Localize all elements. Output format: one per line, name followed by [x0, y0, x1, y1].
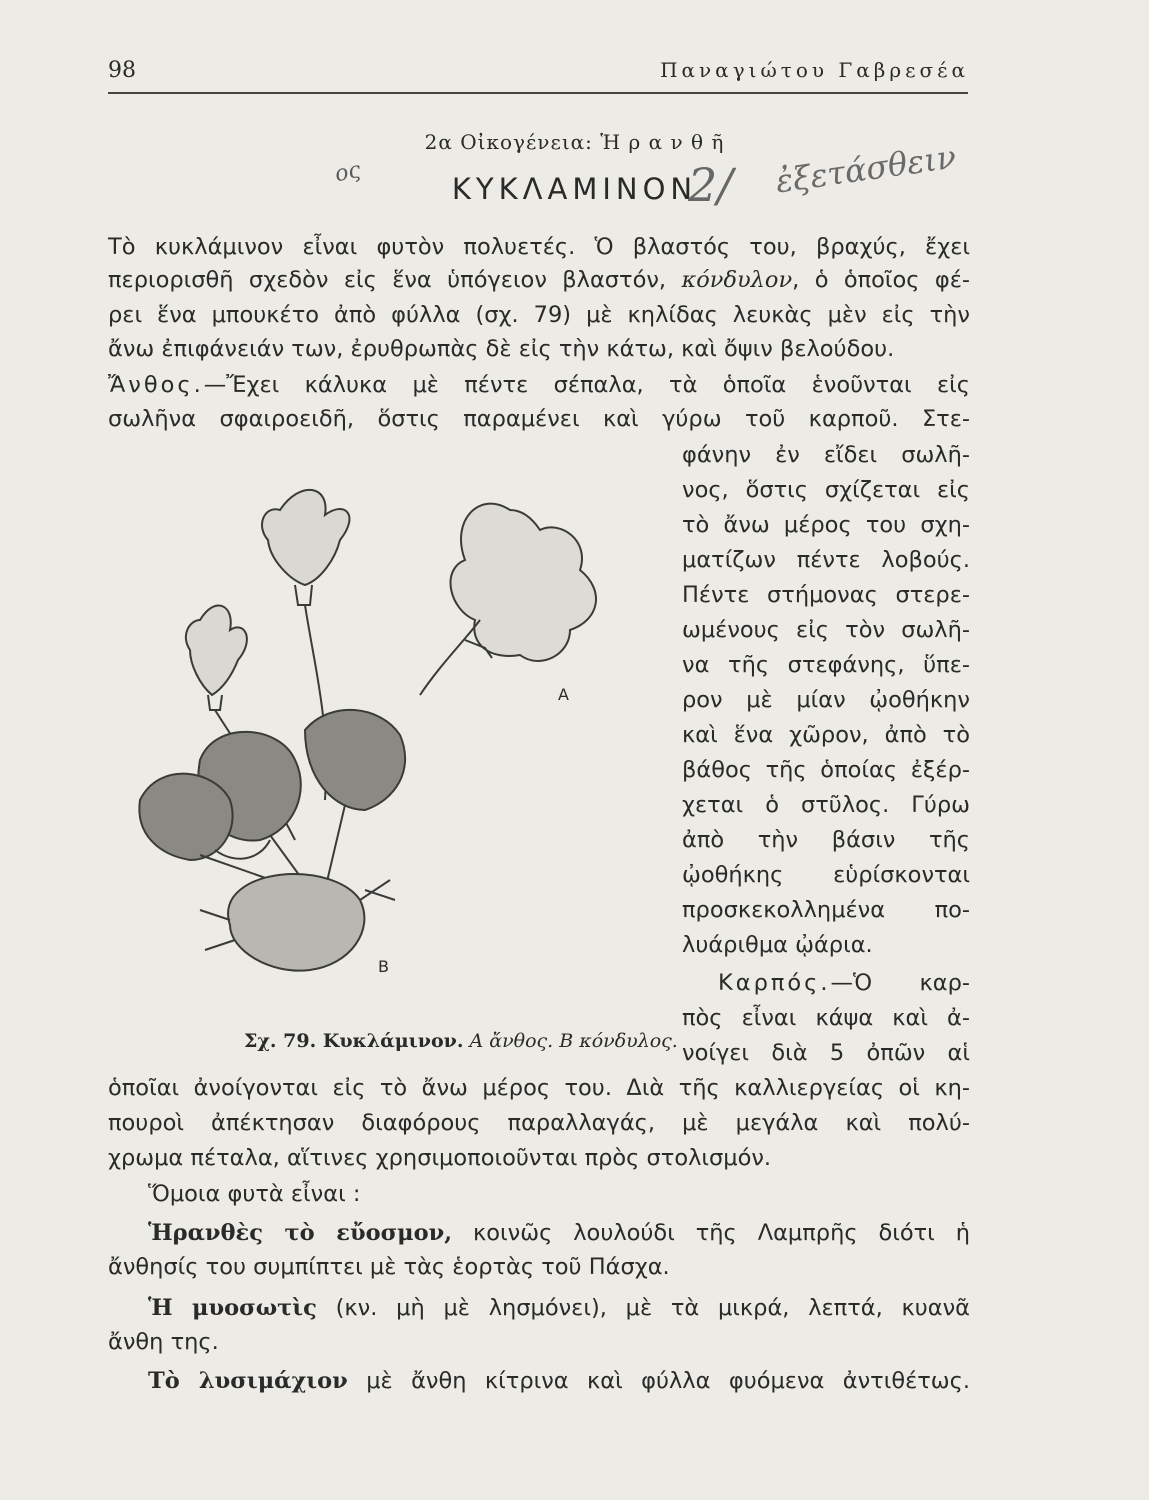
handwritten-mark: 2/: [688, 158, 733, 212]
running-head-author: Παναγιώτου Γαβρεσέα: [660, 58, 969, 82]
section-term: Καρπός.: [718, 970, 831, 996]
figure-label-a: Α: [558, 685, 569, 704]
text-line: Πέντε στήμονας στερε-: [682, 582, 970, 608]
handwritten-note: ἐξετάσθειν: [773, 137, 959, 201]
text-line: χεται ὁ στῦλος. Γύρω: [682, 792, 970, 818]
text-line: Τὸ κυκλάμινον εἶναι φυτὸν πολυετές. Ὁ βλαστός του, βραχύς, ἔχει: [108, 234, 970, 260]
text-line: ἄνθη της.: [108, 1329, 219, 1355]
text-line: νος, ὅστις σχίζεται εἰς: [682, 477, 970, 503]
figure-caption: Σχ. 79. Κυκλάμινον. Α ἄνθος. Β κόνδυλος.: [244, 1030, 678, 1052]
text-line: βάθος τῆς ὁποίας ἐξέρ-: [682, 757, 970, 783]
family-heading: 2α Οἰκογένεια: Ἡ ρ α ν θ ῆ: [424, 130, 725, 154]
plant-name: Ἡ μυοσωτὶς: [148, 1295, 317, 1321]
text-line: Τὸ λυσιμάχιον μὲ ἄνθη κίτρινα καὶ φύλλα φυόμενα ἀντιθέτως.: [148, 1368, 970, 1394]
text-line: ἄνθησίς του συμπίπτει μὲ τὰς ἑορτὰς τοῦ Πάσχα.: [108, 1254, 670, 1280]
plant-name: Ἡρανθὲς τὸ εὔοσμον,: [148, 1220, 453, 1246]
text-line: ὁποῖαι ἀνοίγονται εἰς τὸ ἄνω μέρος του. Διὰ τῆς καλλιεργείας οἱ κη-: [108, 1075, 970, 1101]
text-line: Ὅμοια φυτὰ εἶναι :: [148, 1181, 361, 1207]
text-line: ρον μὲ μίαν ᾠοθήκην: [682, 687, 970, 713]
text-line: ἀπὸ τὴν βάσιν τῆς: [682, 827, 970, 853]
text-line: σωλῆνα σφαιροειδῆ, ὅστις παραμένει καὶ γύρω τοῦ καρποῦ. Στε-: [108, 406, 970, 432]
text-line: πουροὶ ἀπέκτησαν διαφόρους παραλλαγάς, μὲ μεγάλα καὶ πολύ-: [108, 1110, 970, 1136]
figure-label-b: Β: [378, 957, 389, 976]
text-line: φάνην ἐν εἴδει σωλῆ-: [682, 442, 970, 468]
text-line: Ἄνθος.—Ἔχει κάλυκα μὲ πέντε σέπαλα, τὰ ὁποῖα ἑνοῦνται εἰς: [108, 372, 970, 398]
text-line: ωμένους εἰς τὸν σωλῆ-: [682, 617, 970, 643]
text-line: Ἡ μυοσωτὶς (κν. μὴ μὲ λησμόνει), μὲ τὰ μικρά, λεπτά, κυανᾶ: [148, 1295, 971, 1321]
text-line: χρωμα πέταλα, αἵτινες χρησιμοποιοῦνται πρὸς στολισμόν.: [108, 1145, 772, 1171]
text-line: περιορισθῆ σχεδὸν εἰς ἕνα ὑπόγειον βλαστόν, κόνδυλον, ὁ ὁποῖος φέ-: [108, 267, 970, 293]
page-title: ΚΥΚΛΑΜΙΝΟΝ: [451, 172, 698, 206]
header-rule: [108, 92, 968, 94]
text-line: Ἡρανθὲς τὸ εὔοσμον, κοινῶς λουλούδι τῆς Λαμπρῆς διότι ἡ: [148, 1220, 970, 1246]
text-line: ρει ἕνα μπουκέτο ἀπὸ φύλλα (σχ. 79) μὲ κηλίδας λευκὰς μὲν εἰς τὴν: [108, 302, 970, 328]
section-term: Ἄνθος.: [108, 372, 204, 398]
cyclamen-drawing: [120, 470, 660, 1010]
text-line: νοίγει διὰ 5 ὀπῶν αἱ: [682, 1040, 970, 1066]
text-line: ἄνω ἐπιφάνειάν των, ἐρυθρωπὰς δὲ εἰς τὴν κάτω, καὶ ὄψιν βελούδου.: [108, 336, 895, 362]
text-line: καὶ ἕνα χῶρον, ἀπὸ τὸ: [682, 722, 970, 748]
text-line: λυάριθμα ᾠάρια.: [682, 932, 873, 958]
plant-name: Τὸ λυσιμάχιον: [148, 1368, 348, 1394]
text-line: προσκεκολλημένα πο-: [682, 897, 970, 923]
text-line: να τῆς στεφάνης, ὕπε-: [682, 652, 970, 678]
text-line: πὸς εἶναι κάψα καὶ ἀ-: [682, 1005, 970, 1031]
text-line: ματίζων πέντε λοβούς.: [682, 547, 970, 573]
cyclamen-illustration: [120, 470, 660, 1010]
handwritten-mark: ος: [332, 157, 363, 188]
italic-term: κόνδυλον: [681, 267, 793, 293]
text-line: Καρπός.—Ὁ καρ-: [682, 972, 970, 995]
text-line: ᾠοθήκης εὑρίσκονται: [682, 862, 970, 888]
page-number: 98: [108, 58, 136, 83]
text-line: τὸ ἄνω μέρος του σχη-: [682, 512, 970, 538]
